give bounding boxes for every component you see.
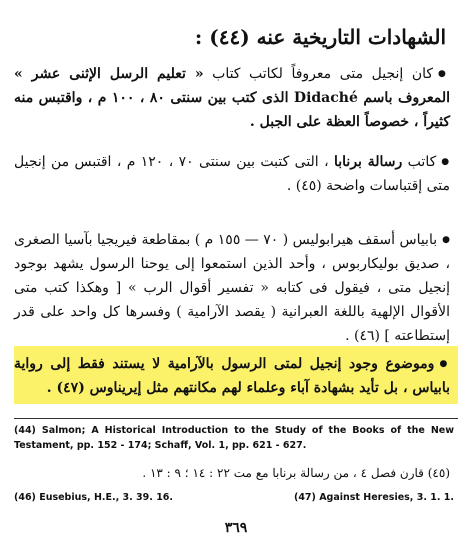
paragraph-didache	[14, 62, 450, 142]
paragraph-barnabas	[14, 150, 450, 200]
footnote-row	[14, 492, 458, 508]
paragraph-papias-text: بابياس أسقف هيرابوليس ( ٧٠ — ١٥٥ م ) بمقاطعة فيريجيا بآسيا الصغرى ، صديق بوليكاربوس ، وأحد الذين استمعوا إلى يوحنا الرسول يشهد بوجود إنجيل متى ، فيقول فى كتابه « تفسير أقوال الرب » [ وهكذا كتب متى الأقوال الإلهية باللغة العبرانية ( يقصد الآرامية ) وفسرها كل واحد على قدر إستطاعته ] (٤٦) .	[14, 232, 450, 344]
page-number: ٣٦٩	[224, 520, 248, 536]
paragraph-barnabas-bold: رسالة برنابا	[334, 154, 403, 170]
paragraph-aramaic-text: وموضوع وجود إنجيل لمتى الرسول بالآرامية لا يستند فقط إلى رواية بابياس ، بل تأيد بشهادة آباء وعلماء لهم مكانتهم مثل إيريناوس (٤٧) .	[14, 356, 450, 396]
footnote-separator	[14, 418, 458, 419]
paragraph-papias	[14, 228, 450, 350]
footnote-44: (44) Salmon; A Historical Introduction to the Study of the Books of the New Testament, pp. 152 - 174; Schaff, Vol. 1, pp. 621 - 627.	[14, 425, 454, 451]
paragraph-didache-intro: كان إنجيل متى معروفاً لكاتب كتاب	[212, 66, 434, 82]
footnote-47: (47) Against Heresies, 3. 1. 1.	[293, 492, 454, 503]
footnote-45: (٤٥) قارن فصل ٤ ، من رسالة برنابا مع مت ٢٢ : ١٤ ؛ ٩ : ١٣ .	[142, 466, 450, 480]
paragraph-barnabas-rest: ، التى كتبت بين سنتى ٧٠ ، ١٢٠ م ، اقتبس من إنجيل متى إقتباسات واضحة (٤٥) .	[14, 154, 450, 194]
section-heading: الشهادات التاريخية عنه (٤٤) :	[194, 25, 446, 49]
footnote-46: (46) Eusebius, H.E., 3. 39. 16.	[14, 492, 174, 503]
paragraph-aramaic-highlighted	[14, 352, 450, 404]
paragraph-barnabas-intro: كاتب	[407, 154, 437, 170]
paragraph-didache-bold: « تعليم الرسل الإثنى عشر » المعروف باسم Didaché الذى كتب بين سنتى ٨٠ ، ١٠٠ م ، واقتبس منه كثيراً ، خصوصاً العظة على الجبل .	[14, 66, 450, 130]
